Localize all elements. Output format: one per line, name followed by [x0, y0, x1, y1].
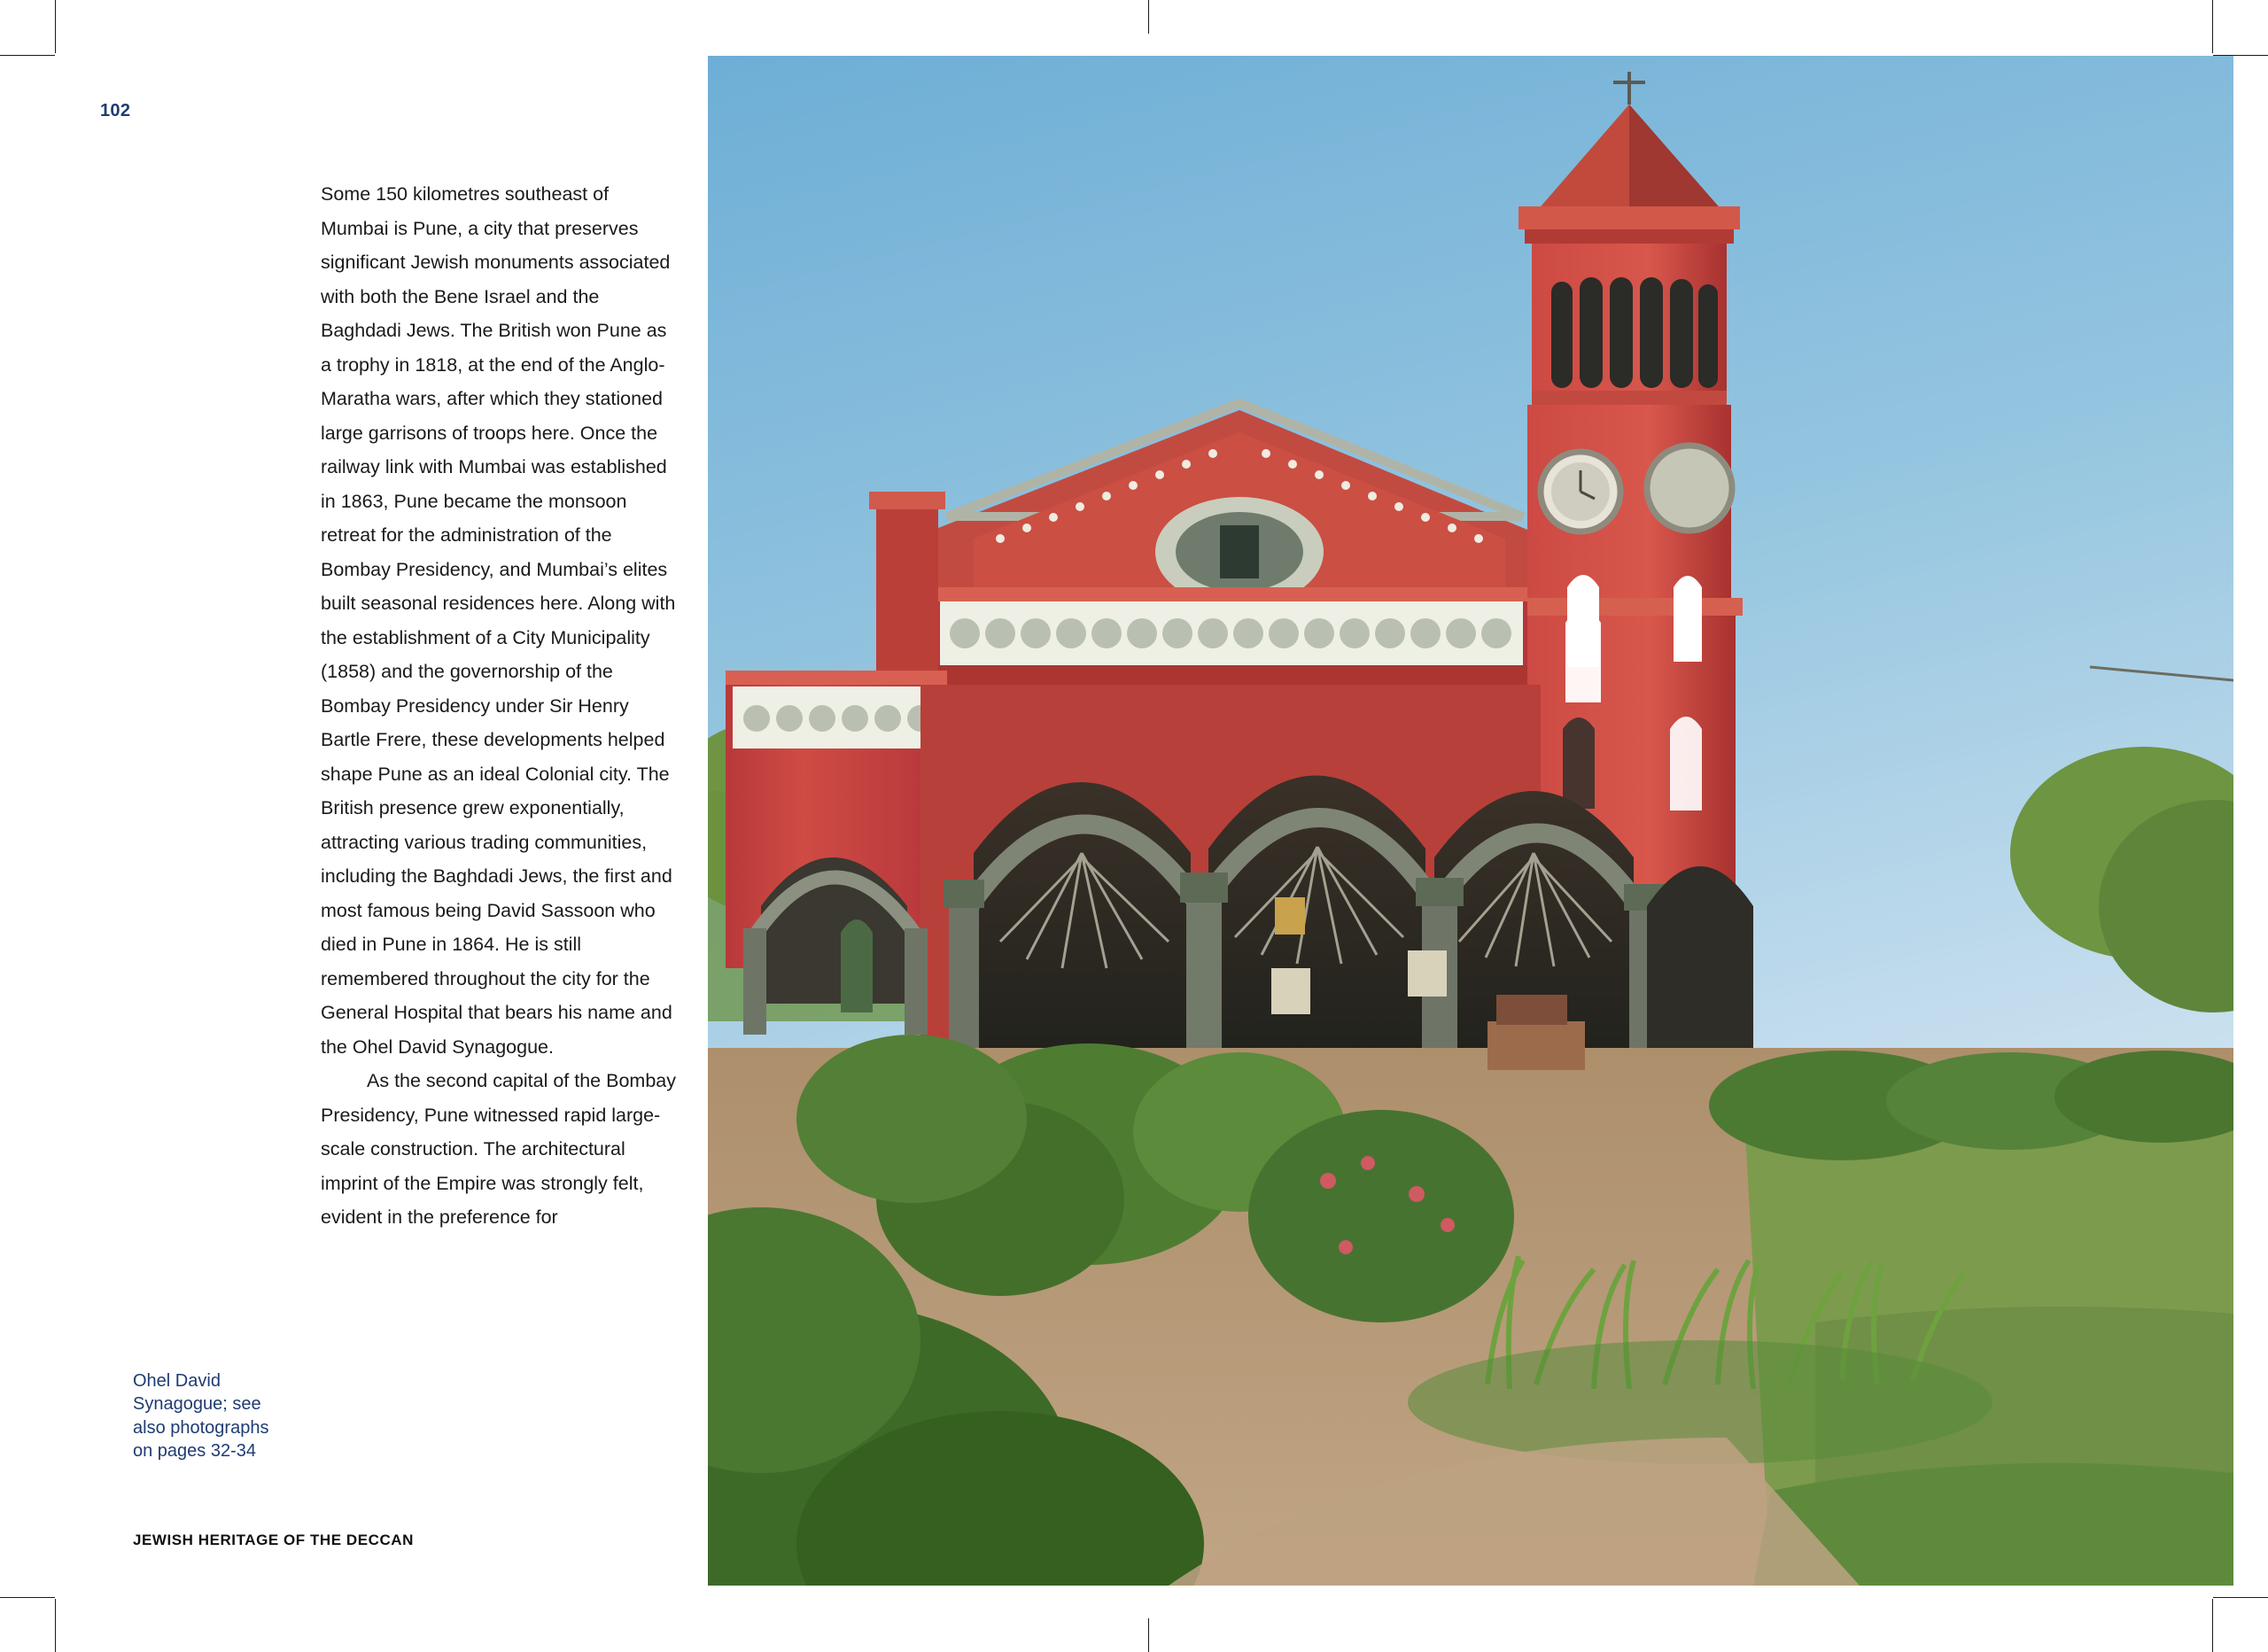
crop-mark-top-left: [55, 0, 56, 53]
crop-mark-center-bottom: [1148, 1618, 1149, 1652]
synagogue-illustration: [708, 56, 2233, 1586]
synagogue-photograph: [708, 56, 2233, 1586]
crop-mark-left-top: [0, 55, 55, 56]
running-footer: JEWISH HERITAGE OF THE DECCAN: [133, 1532, 414, 1548]
crop-mark-left-bottom: [0, 1597, 55, 1598]
figure-caption: Ohel David Synagogue; see also photographs on pages 32-34: [133, 1371, 269, 1462]
crop-mark-right-bottom: [2213, 1597, 2268, 1598]
crop-mark-bottom-left: [55, 1599, 56, 1652]
crop-mark-center-top: [1148, 0, 1149, 34]
crop-mark-top-right: [2212, 0, 2213, 53]
page-number: 102: [100, 101, 131, 120]
crop-mark-bottom-right: [2212, 1599, 2213, 1652]
body-paragraph-2: As the second capital of the Bombay Presidency, Pune witnessed rapid large-scale construction. The architectural imprint of the Empire was strongly felt, evident in the preference for: [321, 1070, 676, 1228]
body-paragraph-1: Some 150 kilometres southeast of Mumbai is Pune, a city that preserves significant Jewish monuments associated with both the Bene Israel and the Baghdadi Jews. The British won Pune as a trophy in 1818, at the end of the Anglo-Maratha wars, after which they stationed large garrisons of troops here. Once the railway link with Mumbai was established in 1863, Pune became the monsoon retreat for the administration of the Bombay Presidency, and Mumbai’s elites built seasonal residences here. Along with the establishment of a City Municipality (1858) and the governorship of the Bombay Presidency under Sir Henry Bartle Frere, these developments helped shape Pune as an ideal Colonial city. The British presence grew exponentially, attracting various trading communities, including the Baghdadi Jews, the first and most famous being David Sassoon who died in Pune in 1864. He is still remembered throughout the city for the General Hospital that bears his name and the Ohel David Synagogue.: [321, 183, 676, 1058]
body-text-column: [321, 177, 680, 1235]
